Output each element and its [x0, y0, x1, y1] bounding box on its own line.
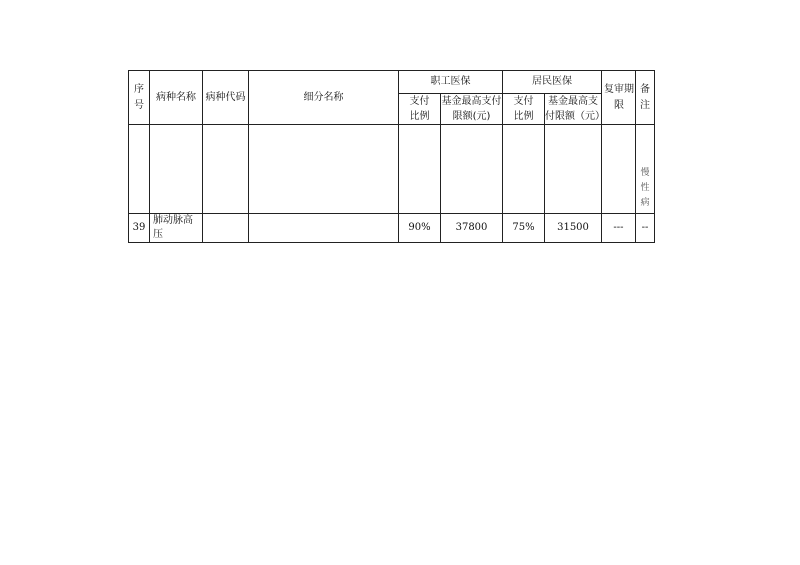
header-resident-pay-ratio: 支付比例: [503, 94, 545, 125]
table-row: [129, 214, 655, 243]
header-employee-insurance: 职工医保: [399, 71, 503, 94]
blank-cell: [399, 125, 441, 214]
row-remark: --: [636, 214, 655, 243]
row-sub-name: [249, 214, 399, 243]
row-resident-ratio: 75%: [503, 214, 545, 243]
row-employee-ratio: 90%: [399, 214, 441, 243]
header-seq: 序号: [129, 71, 150, 125]
blank-cell: [602, 125, 636, 214]
header-sub-name: 细分名称: [249, 71, 399, 125]
blank-cell: [503, 125, 545, 214]
header-remark: 备注: [636, 71, 655, 125]
header-review-period: 复审期限: [602, 71, 636, 125]
header-disease-name: 病种名称: [150, 71, 203, 125]
blank-cell: [545, 125, 602, 214]
header-resident-insurance: 居民医保: [503, 71, 602, 94]
disease-payment-table: [128, 70, 655, 243]
row-disease-code: [203, 214, 249, 243]
header-resident-fund-limit: 基金最高支付限额（元）: [545, 94, 602, 125]
blank-cell: [129, 125, 150, 214]
remark-category-cell: [636, 125, 655, 214]
blank-cell: [249, 125, 399, 214]
header-employee-pay-ratio: 支付比例: [399, 94, 441, 125]
blank-cell: [441, 125, 503, 214]
row-disease-name: 肺动脉高压: [150, 214, 203, 243]
row-review-period: ---: [602, 214, 636, 243]
row-resident-limit: 31500: [545, 214, 602, 243]
blank-cell: [203, 125, 249, 214]
header-disease-code: 病种代码: [203, 71, 249, 125]
header-employee-fund-limit: 基金最高支付限额(元): [441, 94, 503, 125]
row-seq: 39: [129, 214, 150, 243]
remark-category-text: 慢性病: [640, 168, 650, 208]
row-employee-limit: 37800: [441, 214, 503, 243]
blank-cell: [150, 125, 203, 214]
